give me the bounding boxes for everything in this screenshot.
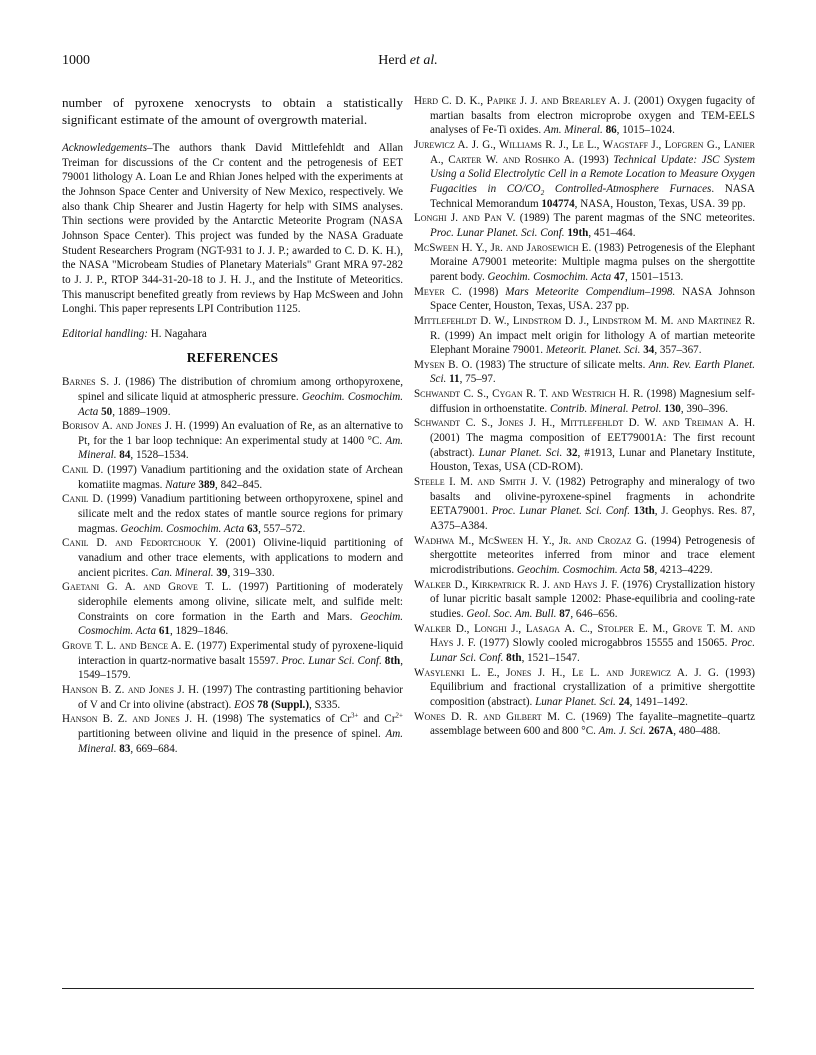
- reference-text: (2001) Olivine-liquid partitioning of vanadium and other trace elements, with applications to modern and ancient picrites.: [78, 537, 403, 579]
- reference-authors: Gaetani G. A. and Grove T. L.: [62, 581, 232, 594]
- reference-volume: 24: [618, 695, 630, 708]
- reference-text: (1982) Petrography and mineralogy of two basalts and olivine-pyroxene-spinel fragments in achondrite EETA79001.: [430, 476, 755, 518]
- reference-pages: , 1528–1534.: [130, 449, 189, 462]
- reference-journal: Am. J. Sci.: [598, 725, 646, 738]
- reference-text: (2001) The magma composition of EET79001A: The first recount (abstract).: [430, 432, 755, 459]
- references-list-right: [414, 211, 755, 739]
- reference-pages: , 451–464.: [588, 226, 636, 239]
- reference-journal: Proc. Lunar Planet. Sci. Conf.: [430, 226, 565, 239]
- reference-volume: 47: [613, 270, 626, 283]
- reference-authors: Hanson B. Z. and Jones J. H.: [62, 713, 208, 726]
- reference-item: [62, 580, 403, 639]
- reference-item: [414, 285, 755, 314]
- right-column: [414, 94, 755, 739]
- reference-item: [414, 710, 755, 739]
- reference-pages: , S335.: [309, 698, 341, 711]
- reference-volume: 130: [664, 402, 681, 415]
- reference-volume: 83: [119, 742, 131, 755]
- reference-text: (1999) Vanadium partitioning between orthopyroxene, spinel and silicate melt and the redox states of mantle source regions for primary magmas.: [78, 493, 403, 535]
- subscript: 2: [540, 189, 545, 198]
- references-heading: REFERENCES: [186, 349, 279, 365]
- reference-authors: Borisov A. and Jones J. H.: [62, 420, 186, 433]
- reference-authors: Wones D. R. and Gilbert M. C.: [414, 710, 576, 723]
- reference-pages: , 1521–1547.: [521, 651, 580, 664]
- reference-journal: Geochim. Cosmochim. Acta: [516, 564, 641, 576]
- reference-text: (1976) Crystallization history of lunar picritic basalt sample 12002: Phase-equilibria and cooling-rate studies.: [430, 578, 755, 620]
- reference-pages: , 842–845.: [215, 478, 263, 491]
- reference-authors: Canil D.: [62, 493, 104, 506]
- reference-journal: Geol. Soc. Am. Bull.: [466, 607, 557, 620]
- reference-item: [62, 639, 403, 683]
- reference-text: (1993): [574, 153, 614, 166]
- reference-journal: Geochim. Cosmochim. Acta: [78, 390, 403, 418]
- reference-text: (1997) The contrasting partitioning behavior of V and Cr into olivine (abstract).: [78, 683, 403, 711]
- reference-volume: 78 (Suppl.): [257, 698, 310, 711]
- reference-pages: , 357–367.: [654, 344, 702, 357]
- reference-volume: 19th: [567, 226, 589, 239]
- reference-item: [414, 358, 755, 387]
- reference-volume: 389: [198, 478, 216, 491]
- reference-authors: Schwandt C. S., Cygan R. T. and Westrich H. R.: [414, 388, 644, 401]
- intro-paragraph: number of pyroxene xenocrysts to obtain a statistically significant estimate of the amount of overgrowth material.: [62, 95, 403, 127]
- reference-volume: 58: [643, 564, 655, 576]
- reference-item: [414, 241, 755, 285]
- reference-volume: 13th: [633, 505, 655, 518]
- reference-item: [414, 666, 755, 710]
- reference-authors: Walker D., Longhi J., Lasaga A. C., Stolper E. M., Grove T. M. and Hays J. F.: [414, 622, 755, 650]
- reference-text: (1969) The fayalite–magnetite–quartz assemblage between 600 and 800 °C.: [430, 710, 755, 738]
- reference-volume: 267A: [648, 725, 674, 738]
- running-head-etal: et al.: [409, 53, 438, 68]
- reference-item: [62, 375, 403, 419]
- reference-volume: 104774: [541, 197, 575, 210]
- reference-item: [414, 94, 755, 138]
- reference-authors: Longhi J. and Pan V.: [414, 212, 516, 225]
- reference-journal: Geochim. Cosmochim. Acta: [120, 522, 245, 535]
- reference-text: (1999) An evaluation of Re, as an alternative to Pt, for the 1 bar loop technique: An experimental study at 1400 °C.: [78, 420, 403, 447]
- running-head: [62, 53, 754, 69]
- reference-item: [414, 138, 755, 211]
- reference-volume: 8th: [506, 651, 522, 664]
- reference-text: (2001) Oxygen fugacity of martian basalts from electron microprobe oxygen and TEM-EELS analyses of Fe-Ti oxides.: [430, 95, 755, 137]
- reference-text: (1993) Equilibrium and fractional crystallization of a primitive shergottite composition (abstract).: [430, 666, 755, 708]
- reference-item: [414, 387, 755, 416]
- reference-authors: Wasylenki L. E., Jones J. H., Le L. and Jurewicz A. J. G.: [414, 666, 719, 679]
- reference-authors: Canil D. and Fedortchouk Y.: [62, 537, 218, 550]
- reference-text: (1986) The distribution of chromium among orthopyroxene, spinel and silicate liquid at atmospheric pressure.: [78, 376, 403, 403]
- reference-pages: , 480–488.: [673, 725, 721, 738]
- reference-authors: Wadhwa M., McSween H. Y., Jr. and Crozaz G.: [414, 534, 647, 547]
- reference-pages: , #1913, Lunar and Planetary Institute, Houston, Texas, USA (CD-ROM).: [430, 446, 755, 474]
- reference-journal: Proc. Lunar Planet. Sci. Conf.: [491, 505, 631, 518]
- reference-authors: McSween H. Y., Jr. and Jarosewich E.: [414, 241, 592, 254]
- reference-volume: 86: [605, 124, 617, 137]
- reference-text: . NASA Technical Memorandum: [430, 182, 755, 210]
- reference-authors: Herd C. D. K., Papike J. J. and Brearley A. J.: [414, 95, 631, 107]
- reference-journal: Am. Mineral.: [543, 124, 603, 137]
- reference-volume: 50: [101, 405, 113, 418]
- reference-journal: Nature: [165, 478, 196, 491]
- reference-pages: , 1491–1492.: [629, 695, 688, 708]
- reference-pages: , 669–684.: [130, 742, 178, 755]
- reference-journal: Lunar Planet. Sci.: [478, 446, 563, 459]
- reference-journal: Mars Meteorite Compendium–1998.: [505, 285, 676, 298]
- reference-text: and Cr: [358, 713, 396, 726]
- reference-volume: 32: [566, 446, 578, 459]
- reference-journal: Contrib. Mineral. Petrol.: [549, 402, 662, 415]
- reference-pages: , 1549–1579.: [78, 654, 403, 682]
- bottom-rule: [62, 988, 754, 989]
- running-head-author: Herd: [378, 53, 407, 68]
- reference-text: (1977) Experimental study of pyroxene-liquid interaction in quartz-normative basalt 15597.: [78, 640, 403, 667]
- editorial-handling: [62, 327, 403, 342]
- reference-journal: Meteorit. Planet. Sci.: [545, 344, 641, 357]
- reference-pages: , 557–572.: [258, 522, 306, 535]
- reference-pages: , 646–656.: [570, 607, 618, 620]
- reference-volume: 87: [559, 607, 571, 620]
- superscript: 3+: [350, 711, 359, 720]
- reference-authors: Mittlefehldt D. W., Lindstrom D. J., Lindstrom M. M. and Martinez R. R.: [414, 314, 755, 342]
- reference-pages: , 390–396.: [680, 402, 728, 415]
- reference-text: (1998): [461, 285, 506, 298]
- reference-text: (1997) Vanadium partitioning and the oxidation state of Archean komatiite magmas.: [78, 464, 403, 491]
- reference-text: (1983) Petrogenesis of the Elephant Moraine A79001 meteorite: Multiple magma pulses on the shergottite parent body.: [430, 241, 756, 283]
- reference-pages: , 1015–1024.: [616, 124, 675, 137]
- reference-item: [62, 683, 403, 712]
- reference-volume: 8th: [384, 654, 401, 667]
- acknowledgements-text: The authors thank David Mittlefehldt and Allan Treiman for discussions of the Cr content and the petrogenesis of EET 79001 lithology A. Loan Le and Rhian Jones helped with the experiments at the Johnson Space Center and University of New Mexico, respectively. We also thank Chip Shearer and Justin Hagerty for help with SIMS analyses. Thin sections were provided by the Antarctic Meteorite Program (NASA Johnson Space Center). This project was funded by the NASA Graduate Student Researchers Program (NGT-931 to J. J. P.; awarded to C. D. K. H.), the NASA "Microbeam Studies of Planetary Materials" Grant MRA 97-282 to J. J. P., RTOP 344-31-20-18 to J. H. J., and the Institute of Meteoritics. This manuscript benefited greatly from reviews by Hap McSween and John Longhi. This paper represents LPI Contribution 1125.: [62, 142, 403, 316]
- acknowledgements-label: Acknowledgements–: [62, 142, 153, 154]
- reference-volume: 39: [216, 566, 228, 579]
- reference-journal: Am. Mineral.: [78, 727, 403, 755]
- reference-item: [414, 314, 755, 358]
- reference-item: [414, 211, 755, 240]
- reference-journal: Geochim. Cosmochim. Acta: [78, 610, 403, 638]
- reference-journal: Ann. Rev. Earth Planet. Sci.: [430, 358, 755, 386]
- reference-authors: Mysen B. O.: [414, 358, 473, 371]
- reference-authors: Steele I. M. and Smith J. V.: [414, 476, 552, 489]
- reference-text: partitioning between olivine and liquid in the presence of spinel.: [78, 727, 386, 740]
- reference-pages: , NASA, Houston, Texas, USA. 39 pp.: [574, 197, 746, 210]
- reference-volume: 11: [449, 373, 460, 386]
- editorial-label: Editorial handling:: [62, 327, 148, 340]
- reference-volume: 84: [119, 449, 131, 462]
- page-header: [62, 53, 754, 71]
- reference-text: (1999) An impact melt origin for lithology A of martian meteorite Elephant Moraine 79001.: [430, 329, 755, 357]
- acknowledgements: [62, 141, 403, 317]
- reference-volume: 61: [158, 625, 170, 638]
- reference-pages: , 75–97.: [459, 373, 496, 386]
- reference-journal: Proc. Lunar Sci. Conf.: [430, 637, 755, 664]
- reference-text: (1977) Slowly cooled microgabbros 15555 and 15065.: [475, 637, 732, 650]
- reference-item: [414, 534, 755, 578]
- reference-item: [62, 419, 403, 463]
- reference-item: [62, 712, 403, 756]
- reference-text: (1997) Partitioning of moderately siderophile elements among olivine, silicate melt, and sulfide melt: Constraints on core formation in the Earth and Mars.: [78, 581, 404, 623]
- page-number: 1000: [62, 53, 90, 68]
- reference-journal: Am. Mineral.: [78, 434, 403, 462]
- superscript: 2+: [395, 711, 403, 720]
- reference-item: [62, 463, 403, 492]
- reference-authors: Meyer C.: [414, 285, 462, 298]
- reference-journal: Lunar Planet. Sci.: [535, 695, 616, 708]
- reference-title: Controlled-Atmosphere Furnaces: [544, 182, 712, 195]
- reference-journal: Proc. Lunar Sci. Conf.: [281, 654, 382, 667]
- editorial-name: H. Nagahara: [150, 327, 207, 340]
- reference-item: [414, 416, 755, 475]
- reference-item: [414, 475, 755, 534]
- reference-volume: 34: [643, 344, 655, 357]
- reference-journal: EOS: [234, 698, 255, 711]
- reference-item: [414, 622, 755, 666]
- left-column: [62, 94, 403, 756]
- reference-item: [62, 492, 403, 536]
- reference-text: (1994) Petrogenesis of shergottite meteorites inferred from minor and trace element microdistributions.: [430, 534, 755, 576]
- reference-volume: 63: [246, 522, 259, 535]
- reference-text: (1983) The structure of silicate melts.: [472, 358, 649, 371]
- reference-text: (1998) Magnesium self-diffusion in orthoenstatite.: [430, 388, 755, 415]
- reference-journal: Can. Mineral.: [151, 566, 214, 579]
- reference-authors: Hanson B. Z. and Jones J. H.: [62, 683, 199, 696]
- reference-pages: , 1501–1513.: [625, 270, 684, 283]
- reference-authors: Barnes S. J.: [62, 376, 121, 389]
- reference-pages: , 1829–1846.: [169, 625, 229, 638]
- reference-authors: Grove T. L. and Bence A. E.: [62, 640, 194, 652]
- reference-text: (1989) The parent magmas of the SNC meteorites.: [515, 212, 755, 225]
- reference-authors: Canil D.: [62, 464, 104, 477]
- reference-authors: Jurewicz A. J. G., Williams R. J., Le L., Wagstaff J., Lofgren G., Lanier A., Carter W. and Roshko A.: [414, 138, 755, 166]
- reference-text: (1998) The systematics of Cr: [207, 713, 351, 726]
- reference-pages: , J. Geophys. Res. 87, A375–A384.: [430, 505, 756, 533]
- reference-item: [414, 578, 755, 622]
- reference-title: Technical Update: JSC System Using a Solid Electrolytic Cell in a Remote Location to Measure Oxygen Fugacities in CO/CO: [430, 153, 755, 195]
- reference-pages: , 1889–1909.: [112, 405, 171, 418]
- reference-item: [62, 536, 403, 580]
- reference-pages: NASA Johnson Space Center, Houston, Texas, USA. 237 pp.: [430, 285, 756, 313]
- reference-pages: , 319–330.: [227, 566, 275, 579]
- reference-pages: , 4213–4229.: [654, 564, 713, 576]
- reference-journal: Geochim. Cosmochim. Acta: [487, 270, 612, 283]
- reference-authors: Walker D., Kirkpatrick R. J. and Hays J. F.: [414, 578, 620, 591]
- references-list-left: [62, 375, 403, 712]
- reference-authors: Schwandt C. S., Jones J. H., Mittlefehldt D. W. and Treiman A. H.: [414, 417, 755, 430]
